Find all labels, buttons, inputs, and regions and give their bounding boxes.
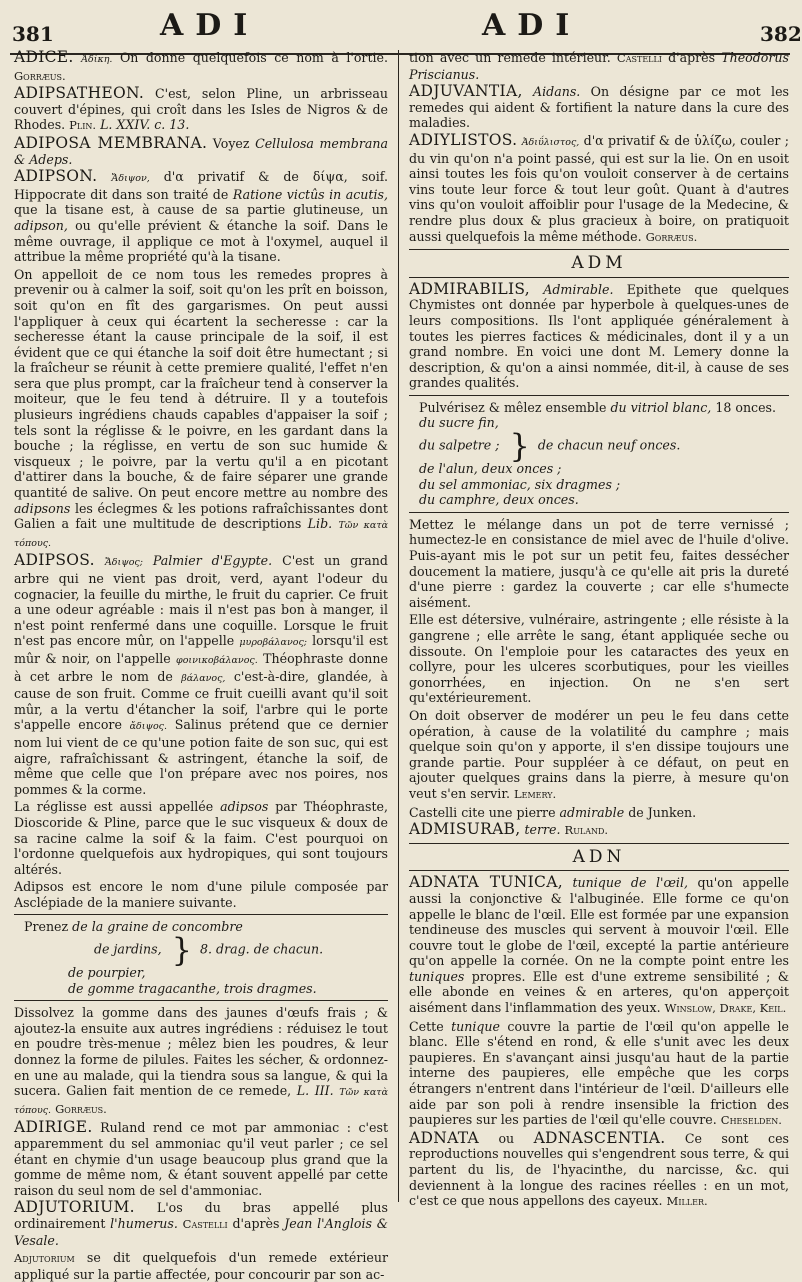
- headword: ADIRIGE.: [14, 1118, 93, 1137]
- entry-adiylistos: [409, 130, 789, 245]
- paragraph-observer: [409, 708, 789, 803]
- entry-text: Ce sont ces reproductions nouvelles qui s'engendrent sous terre, & qui partent du lis, de l'hyacinthe, du narcisse, &c. qui deviennent à la longue des racines réelles : en un mot, c'est ce que nous appellons des cayeux.: [409, 1130, 789, 1209]
- italic-term: admirable: [559, 804, 625, 820]
- right-column: [409, 50, 789, 1209]
- headword: ADIPSOS.: [14, 551, 95, 570]
- running-head-left: ADI: [160, 8, 260, 43]
- entry-adice: [14, 50, 388, 84]
- recipe-verb: Pulvérisez & mêlez ensemble: [419, 399, 607, 415]
- paragraph-text: par Théophraste, Dioscoride & Pline, parce que le suc visqueux & doux de sa racine calme la soif & la faim. C'est pourquoi on l'ordonne quelquefois aux hydropiques, qui sont toujours altérés.: [14, 799, 388, 877]
- entry-text: ou qu'elle prévient & étanche la soif. Dans le même ouvrage, il applique ce mot à l'oxymel, auquel il attribue la même propriété qu'à la tisane.: [14, 217, 389, 265]
- citation: Lib.: [307, 516, 333, 532]
- entry-text: L'os du bras appellé plus ordinairement: [14, 1200, 388, 1231]
- entry-adjutorium: [14, 1200, 388, 1248]
- italic-term: l'humerus.: [110, 1215, 178, 1231]
- entry-text: Salinus prétend que ce dernier nom lui vient de ce qu'une potion faite de son suc, qui est aigre, rafraîchissant & astringent, étanche la soif, de même que celle que l'on prépare avec nos poires, nos pommes & la corme.: [14, 717, 388, 797]
- recipe-ingredient: de jardins,: [94, 941, 162, 957]
- entry-text: lorsqu'il est mûr & noir, on l'appelle: [14, 633, 388, 666]
- paragraph-text: Adipsos est encore le nom d'une pilule composée par Asclépiade de la maniere suivante.: [14, 879, 388, 910]
- italic-term: terre.: [524, 822, 561, 838]
- entry-adirige: [14, 1120, 388, 1198]
- recipe-quantity: de chacun neuf onces.: [537, 437, 681, 453]
- author-ref: Miller.: [666, 1194, 708, 1209]
- recipe-line: [419, 415, 789, 431]
- author-ref: Plin.: [69, 118, 97, 133]
- headword: ADMISURAB,: [409, 820, 521, 839]
- paragraph-text: se dit quelquefois d'un remede extérieur appliqué sur la partie affectée, pour concourir par son ac-: [14, 1250, 388, 1282]
- citation: Ratione victûs in acutis,: [232, 186, 388, 202]
- section-rule: [409, 870, 789, 871]
- recipe-ingredient: de la graine de concombre: [72, 919, 243, 935]
- greek-citation: Τῶν κατὰ τόπους.: [14, 520, 388, 549]
- recipe-line: [419, 492, 789, 508]
- entry-text: Epithete que quelques Chymistes ont donnée par hyperbole à quelques-unes de leurs compositions. Ils l'ont appliquée généralement à toutes les pierres factices & médicinales, dont il y a un grand nombre. En voici une dont M. Lemery donne la description, & qu'on a ainsi nommée, dit-il, à cause de ses grandes qualités.: [409, 281, 789, 391]
- entry-adnata-adnascentia: [409, 1128, 789, 1210]
- paragraph-text: les éclegmes & les potions rafraîchissantes dont Galien a fait une multitude de descriptions: [14, 500, 388, 532]
- cross-reference: Cellulosa membrana & Adeps.: [14, 135, 388, 167]
- continued-text: [409, 50, 789, 82]
- paragraph-text: Dissolvez la gomme dans des jaunes d'œufs frais ; & ajoutez-la ensuite aux autres ingrédiens : réduisez le tout en poudre très-menue ; mêlez bien les poudres, & leur donnez la forme de pilules. Faites les sécher, & ordonnez-en une au malade, qui la tiendra sous sa langue, & qui la sucera. Galien fait mention de ce remede,: [14, 1005, 388, 1099]
- recipe-pilule: [24, 919, 388, 996]
- recipe-ingredient: du salpetre ;: [419, 437, 500, 453]
- entry-text: qu'on appelle aussi la conjonctive & l'albuginée. Elle forme ce qu'on appelle le blanc de l'œil. Elle est formée par une expansion tendineuse des muscles qui servent à mouvoir l'œil. Elle couvre tout le globe de l'œil, excepté la partie antérieure qu'on appelle la cornée. On ne la compte point entre les: [409, 875, 789, 969]
- headword: ADJUVANTIA,: [409, 82, 523, 101]
- greek-term: φοινικοβάλανος.: [176, 654, 258, 666]
- entry-adiposa-membrana: [14, 133, 388, 167]
- recipe-verb: Prenez: [24, 919, 69, 935]
- paragraph-dissolvez: [14, 1005, 388, 1118]
- section-rule: [409, 843, 789, 844]
- paragraph-reglisse: [14, 799, 388, 877]
- recipe-ingredient: de l'alun, deux onces ;: [419, 461, 562, 477]
- citation: Jean l'Anglois & Vesale.: [14, 1215, 388, 1248]
- italic-term: tunique de l'œil,: [572, 875, 688, 891]
- paragraph-text: tion avec un remede intérieur.: [409, 50, 611, 65]
- paragraph-pilule: [14, 879, 388, 910]
- entry-text: c'est-à-dire, glandée, à cause de son fruit. Comme ce fruit cueilli avant qu'il soit mûr, a la vertu d'étancher la soif, l'arbre qui le porte s'appelle encore: [14, 668, 388, 733]
- recipe-ingredient: de pourpier,: [68, 965, 146, 981]
- small-caps-term: Adjutorium: [14, 1251, 75, 1266]
- paragraph-text: On doit observer de modérer un peu le feu dans cette opération, à cause de la volatilité du camphre ; mais quelque soin qu'on y apporte, il s'en dissipe toujours une grande partie. Pour suppléer à ce défaut, on peut en ajouter quelques grains dans la pierre, à mesure qu'on veut s'en servir.: [409, 707, 789, 801]
- recipe-ingredient: de gomme tragacanthe, trois dragmes.: [68, 980, 317, 996]
- paragraph-castelli: [409, 805, 789, 821]
- greek-term: ἄδιψος.: [129, 721, 168, 733]
- recipe-pierre-admirable: [419, 400, 789, 508]
- entry-text: que la tisane est, à cause de sa partie glutineuse, un: [14, 202, 388, 218]
- greek-term: Ἄδιψον,: [111, 173, 150, 185]
- entry-text: d'α privatif & de ὑλίζω, couler ; du vin qu'on n'a point passé, qui est sur la lie. On en usoit ainsi toutes les fois qu'on vouloit conserver à de certains vins toute leur force & tout leur goût. Quant à d'autres vins qu'on vouloit affoiblir pour l'usage de la Medecine, & rendre plus doux & plus gracieux à boire, on pratiquoit aussi quelquefois la même méthode.: [409, 132, 789, 244]
- recipe-line: [24, 919, 388, 935]
- entry-adipsatheon: [14, 86, 388, 134]
- author-ref: Gorræus.: [645, 229, 698, 244]
- paragraph-adjutorium: [14, 1250, 388, 1282]
- entry-text: ou: [498, 1130, 515, 1146]
- brace-symbol: }: [171, 931, 192, 970]
- entry-adnata-tunica: [409, 875, 789, 1016]
- author-ref: Gorræus.: [55, 1101, 107, 1116]
- citation: L. XXIV. c. 13.: [100, 117, 190, 133]
- headword: ADMIRABILIS,: [409, 279, 531, 298]
- page-number-right: 382: [760, 22, 802, 46]
- headword: ADNASCENTIA.: [533, 1128, 666, 1147]
- column-divider: [398, 50, 399, 1202]
- paragraph-text: Cette: [409, 1018, 444, 1034]
- headword: ADICE.: [14, 48, 74, 66]
- author-ref: Cheselden.: [720, 1113, 782, 1128]
- page-header: [0, 6, 800, 50]
- entry-text: C'est un grand arbre qui ne vient pas droit, verd, ayant l'odeur du cognacier, la feuille du mirthe, le fruit du caprier. Ce fruit a une odeur agréable : mais il n'est pas bon à manger, il n'est point renfermé dans une coquille. Lorsque le fruit n'est pas encore mûr, on l'appelle: [14, 553, 388, 649]
- greek-term: μυροβάλανος;: [239, 637, 307, 649]
- italic-term: adipsos: [220, 799, 269, 815]
- recipe-line: [419, 400, 789, 416]
- recipe-ingredient: du sucre fin,: [419, 415, 499, 431]
- author-ref: Castelli: [182, 1216, 228, 1231]
- section-rule: [409, 277, 789, 278]
- recipe-ingredient: du camphre, deux onces.: [419, 492, 579, 508]
- headword: ADJUTORIUM.: [14, 1198, 135, 1217]
- section-rule: [409, 249, 789, 250]
- headword: ADIPSATHEON.: [14, 84, 145, 103]
- citation: L. III.: [296, 1083, 334, 1099]
- italic-term: Admirable.: [543, 281, 614, 297]
- entry-text: d'après: [232, 1215, 280, 1231]
- entry-text: Voyez: [212, 135, 250, 151]
- recipe-line: [24, 965, 388, 981]
- entry-text: Hippocrate dit dans son traité de: [14, 186, 229, 202]
- entry-adjuvantia: [409, 84, 789, 131]
- italic-term: tunique: [451, 1018, 500, 1034]
- section-rule: [14, 1000, 388, 1001]
- italic-term: Palmier d'Egypte.: [152, 553, 273, 569]
- section-heading-adn: ADN: [572, 846, 626, 867]
- paragraph-mettez: [409, 517, 789, 611]
- entry-adipson: [14, 169, 388, 265]
- headword: ADNATA TUNICA,: [409, 873, 563, 892]
- left-column: [14, 48, 389, 1282]
- paragraph-text: La réglisse est aussi appellée: [14, 799, 214, 815]
- entry-text: d'α privatif & de δίψα, soif.: [163, 169, 388, 185]
- citation: Theodorus Priscianus.: [409, 50, 789, 82]
- entry-text: propres. Elle est d'une extreme sensibilité ; & elle abonde en veines & en arteres, qu'on apperçoit aisément dans l'inflammation des yeux.: [409, 968, 789, 1016]
- entry-text: Théophraste donne à cet arbre le nom de: [14, 650, 388, 684]
- entry-text: On désigne par ce mot les remedes qui aident & fortifient la nature dans la cure des maladies.: [409, 84, 789, 131]
- author-ref: Castelli: [616, 51, 662, 65]
- greek-term: Ἄδιψος;: [104, 557, 143, 569]
- brace-symbol: }: [509, 427, 530, 466]
- section-rule: [409, 512, 789, 513]
- greek-citation: Τῶν κατὰ τόπους.: [14, 1087, 388, 1116]
- page-number-left: 381: [12, 22, 54, 46]
- greek-term: βάλανος,: [181, 672, 226, 684]
- recipe-line: [419, 427, 789, 466]
- author-ref: Gorræus.: [14, 68, 66, 83]
- recipe-ingredient: du sel ammoniac, six dragmes ;: [419, 476, 621, 492]
- paragraph-text: d'après: [668, 50, 716, 65]
- recipe-line: [419, 477, 789, 493]
- paragraph-text: On appelloit de ce nom tous les remedes propres à prevenir ou à calmer la soif, soit qu'on les prît en boisson, soit qu'on en fît des gargarismes. On peut aussi l'appliquer à ceux qui écartent la secheresse : car la secheresse étant la cause principale de la soif, il est évident que ce qui étanche la soif doit être humectant ; si la fraîcheur se réunit à cette premiere qualité, l'effet n'en sera que plus prompt, car la fraîcheur tend à conserver la moiteur, que le feu tend à détruire. Il y a toutefois plusieurs ingrédiens chauds capables d'appaiser la soif ; tels sont la réglisse & le poivre, en les gardant dans la bouche ; la réglisse, en vertu de son suc humide & visqueux ; le poivre, par la vertu qu'il a en picotant d'attirer dans la bouche, & de faire séparer une grande quantité de salive. On peut encore mettre au nombre des: [14, 266, 388, 501]
- paragraph-detersive: [409, 612, 789, 706]
- entry-adipsos: [14, 553, 388, 797]
- headword: ADIPSON.: [14, 167, 98, 186]
- headword: ADIPOSA MEMBRANA.: [14, 133, 208, 152]
- entry-admisurab: [409, 822, 789, 839]
- recipe-quantity: 18 onces.: [715, 399, 777, 415]
- greek-term: Ἀδίκη.: [81, 54, 113, 65]
- paragraph-cette-tunique: [409, 1019, 789, 1129]
- greek-term: Ἀδιΰλιστος,: [521, 136, 580, 148]
- recipe-ingredient: du vitriol blanc,: [610, 399, 712, 415]
- section-rule: [409, 395, 789, 396]
- italic-term: adipsons: [14, 500, 71, 516]
- entry-text: C'est, selon Pline, un arbrisseau couvert d'épines, qui croît dans les Isles de Nigros & de Rhodes.: [14, 86, 388, 133]
- italic-term: Aidans.: [533, 84, 581, 100]
- paragraph-text: Elle est détersive, vulnéraire, astringente ; elle résiste à la gangrene ; elle arrête le sang, étant appliquée seche ou dissoute. On l'emploie pour les cataractes des yeux en collyre, pour les ulceres scorbutiques, pour les vieilles gonorrhées, en injection. On ne s'en sert qu'extérieurement.: [409, 612, 789, 706]
- section-heading-adm: ADM: [571, 253, 627, 274]
- recipe-line: [24, 981, 388, 997]
- paragraph-text: Mettez le mélange dans un pot de terre vernissé ; humectez-le en consistance de miel avec de l'huile d'olive. Puis-ayant mis le pot sur un petit feu, faites dessécher doucement la matiere, jusqu'à ce qu'elle ait pris la dureté d'une pierre : gardez la couverte ; car elle s'humecte aisément.: [409, 516, 789, 610]
- paragraph-remedes: [14, 267, 388, 552]
- entry-text: On donne quelquefois ce nom à l'ortie.: [119, 50, 388, 65]
- italic-term: tuniques: [409, 968, 465, 984]
- paragraph-text: de Junken.: [628, 804, 697, 820]
- paragraph-text: couvre la partie de l'œil qu'on appelle le blanc. Elle s'étend en rond, & elle s'unit avec les deux paupieres. En s'avançant ainsi jusqu'au haut de la partie interne des paupieres, elle empêche que les corps étrangers n'entrent dans l'intérieur de l'œil. D'ailleurs elle aide par son poli à rendre insensible la friction des paupieres sur les parties de l'œil qu'elle couvre.: [409, 1018, 789, 1128]
- author-ref: Lemery.: [513, 786, 557, 801]
- author-ref: Ruland.: [564, 823, 609, 838]
- paragraph-text: Castelli cite une pierre: [409, 804, 556, 820]
- headword: ADNATA: [409, 1128, 480, 1147]
- entry-text: Ruland rend ce mot par ammoniac : c'est apparemment du sel ammoniac qu'il veut parler ; ce sel étant en chymie d'un usage beaucoup plus grand que la gomme de même nom, & étant souvent appellé par cette raison du seul nom de sel d'ammoniac.: [14, 1120, 388, 1198]
- italic-term: adipson,: [14, 217, 68, 233]
- entry-admirabilis: [409, 279, 789, 391]
- recipe-quantity: 8. drag. de chacun.: [200, 941, 324, 957]
- author-ref: Winslow, Drake, Keil.: [664, 1001, 787, 1016]
- running-head-right: ADI: [482, 8, 582, 43]
- headword: ADIYLISTOS.: [409, 130, 518, 149]
- recipe-line: [419, 461, 789, 477]
- recipe-line: [24, 931, 388, 970]
- section-rule: [14, 914, 388, 915]
